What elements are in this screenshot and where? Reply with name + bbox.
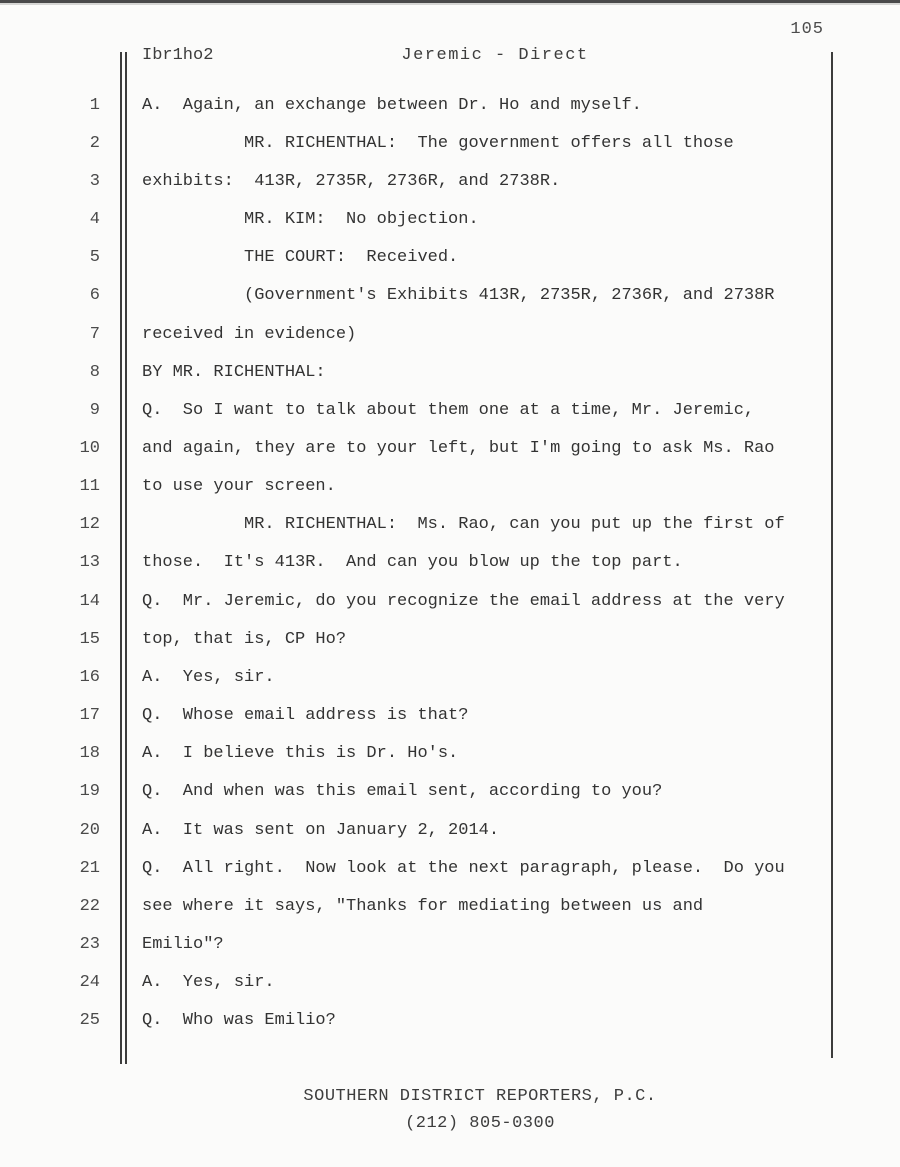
- line-text: A. I believe this is Dr. Ho's.: [142, 744, 459, 764]
- transcript-row: [0, 887, 860, 925]
- line-number: 8: [89, 362, 100, 382]
- transcript-row: [0, 200, 860, 238]
- line-number: 6: [89, 286, 100, 306]
- line-number: 1: [89, 95, 100, 115]
- line-text: to use your screen.: [142, 477, 336, 497]
- line-number: 25: [79, 1011, 100, 1031]
- transcript-row: [0, 582, 860, 620]
- page-number: 105: [790, 20, 824, 39]
- line-text: Q. Who was Emilio?: [142, 1011, 336, 1031]
- transcript-row: [0, 277, 860, 315]
- transcript-row: [0, 391, 860, 429]
- transcript-body: [0, 86, 860, 1040]
- line-number: 9: [89, 400, 100, 420]
- line-number: 15: [79, 629, 100, 649]
- line-number: 3: [89, 171, 100, 191]
- transcript-row: [0, 86, 860, 124]
- line-number: 10: [79, 438, 100, 458]
- reporter-footer: [60, 1083, 900, 1137]
- line-text: (Government's Exhibits 413R, 2735R, 2736R, and 2738R: [142, 286, 775, 306]
- transcript-row: [0, 658, 860, 696]
- transcript-row: [0, 849, 860, 887]
- transcript-row: [0, 925, 860, 963]
- line-number: 5: [89, 248, 100, 268]
- line-number: 16: [79, 667, 100, 687]
- line-text: and again, they are to your left, but I'm going to ask Ms. Rao: [142, 438, 775, 458]
- line-text: Q. Whose email address is that?: [142, 706, 469, 726]
- transcript-row: [0, 315, 860, 353]
- line-text: Q. Mr. Jeremic, do you recognize the email address at the very: [142, 591, 785, 611]
- line-number: 13: [79, 553, 100, 573]
- line-text: MR. KIM: No objection.: [142, 210, 479, 230]
- witness-examination-title: Jeremic - Direct: [401, 46, 589, 65]
- line-text: top, that is, CP Ho?: [142, 629, 347, 649]
- line-number: 14: [79, 591, 100, 611]
- line-text: A. It was sent on January 2, 2014.: [142, 820, 500, 840]
- transcript-row: [0, 468, 860, 506]
- transcript-row: [0, 964, 860, 1002]
- transcript-row: [0, 811, 860, 849]
- line-number: 11: [79, 477, 100, 497]
- transcript-row: [0, 429, 860, 467]
- line-number: 21: [79, 858, 100, 878]
- line-text: MR. RICHENTHAL: The government offers all those: [142, 133, 734, 153]
- transcript-row: [0, 353, 860, 391]
- transcript-row: [0, 162, 860, 200]
- transcript-row: [0, 124, 860, 162]
- line-text: Q. And when was this email sent, according to you?: [142, 782, 663, 802]
- line-number: 17: [79, 706, 100, 726]
- line-number: 7: [89, 324, 100, 344]
- reporter-org: SOUTHERN DISTRICT REPORTERS, P.C.: [303, 1087, 657, 1106]
- line-text: A. Again, an exchange between Dr. Ho and myself.: [142, 95, 642, 115]
- scan-artifact-bar: [0, 0, 900, 5]
- line-number: 12: [79, 515, 100, 535]
- line-number: 2: [89, 133, 100, 153]
- line-text: THE COURT: Received.: [142, 248, 459, 268]
- transcript-row: [0, 735, 860, 773]
- transcript-row: [0, 773, 860, 811]
- line-number: 24: [79, 973, 100, 993]
- line-text: A. Yes, sir.: [142, 973, 275, 993]
- transcript-row: [0, 544, 860, 582]
- line-number: 20: [79, 820, 100, 840]
- line-text: those. It's 413R. And can you blow up the top part.: [142, 553, 683, 573]
- transcript-id: Ibr1ho2: [142, 46, 214, 65]
- transcript-row: [0, 506, 860, 544]
- line-text: see where it says, "Thanks for mediating between us and: [142, 896, 704, 916]
- line-number: 4: [89, 210, 100, 230]
- transcript-row: [0, 239, 860, 277]
- line-text: BY MR. RICHENTHAL:: [142, 362, 326, 382]
- line-text: A. Yes, sir.: [142, 667, 275, 687]
- line-text: MR. RICHENTHAL: Ms. Rao, can you put up the first of: [142, 515, 785, 535]
- line-number: 23: [79, 935, 100, 955]
- reporter-phone: (212) 805-0300: [405, 1114, 555, 1133]
- line-text: Q. So I want to talk about them one at a time, Mr. Jeremic,: [142, 400, 755, 420]
- line-text: Q. All right. Now look at the next paragraph, please. Do you: [142, 858, 785, 878]
- line-text: Emilio"?: [142, 935, 224, 955]
- line-text: received in evidence): [142, 324, 357, 344]
- transcript-row: [0, 697, 860, 735]
- line-number: 22: [79, 896, 100, 916]
- transcript-row: [0, 1002, 860, 1040]
- line-number: 19: [79, 782, 100, 802]
- line-number: 18: [79, 744, 100, 764]
- transcript-row: [0, 620, 860, 658]
- line-text: exhibits: 413R, 2735R, 2736R, and 2738R.: [142, 171, 561, 191]
